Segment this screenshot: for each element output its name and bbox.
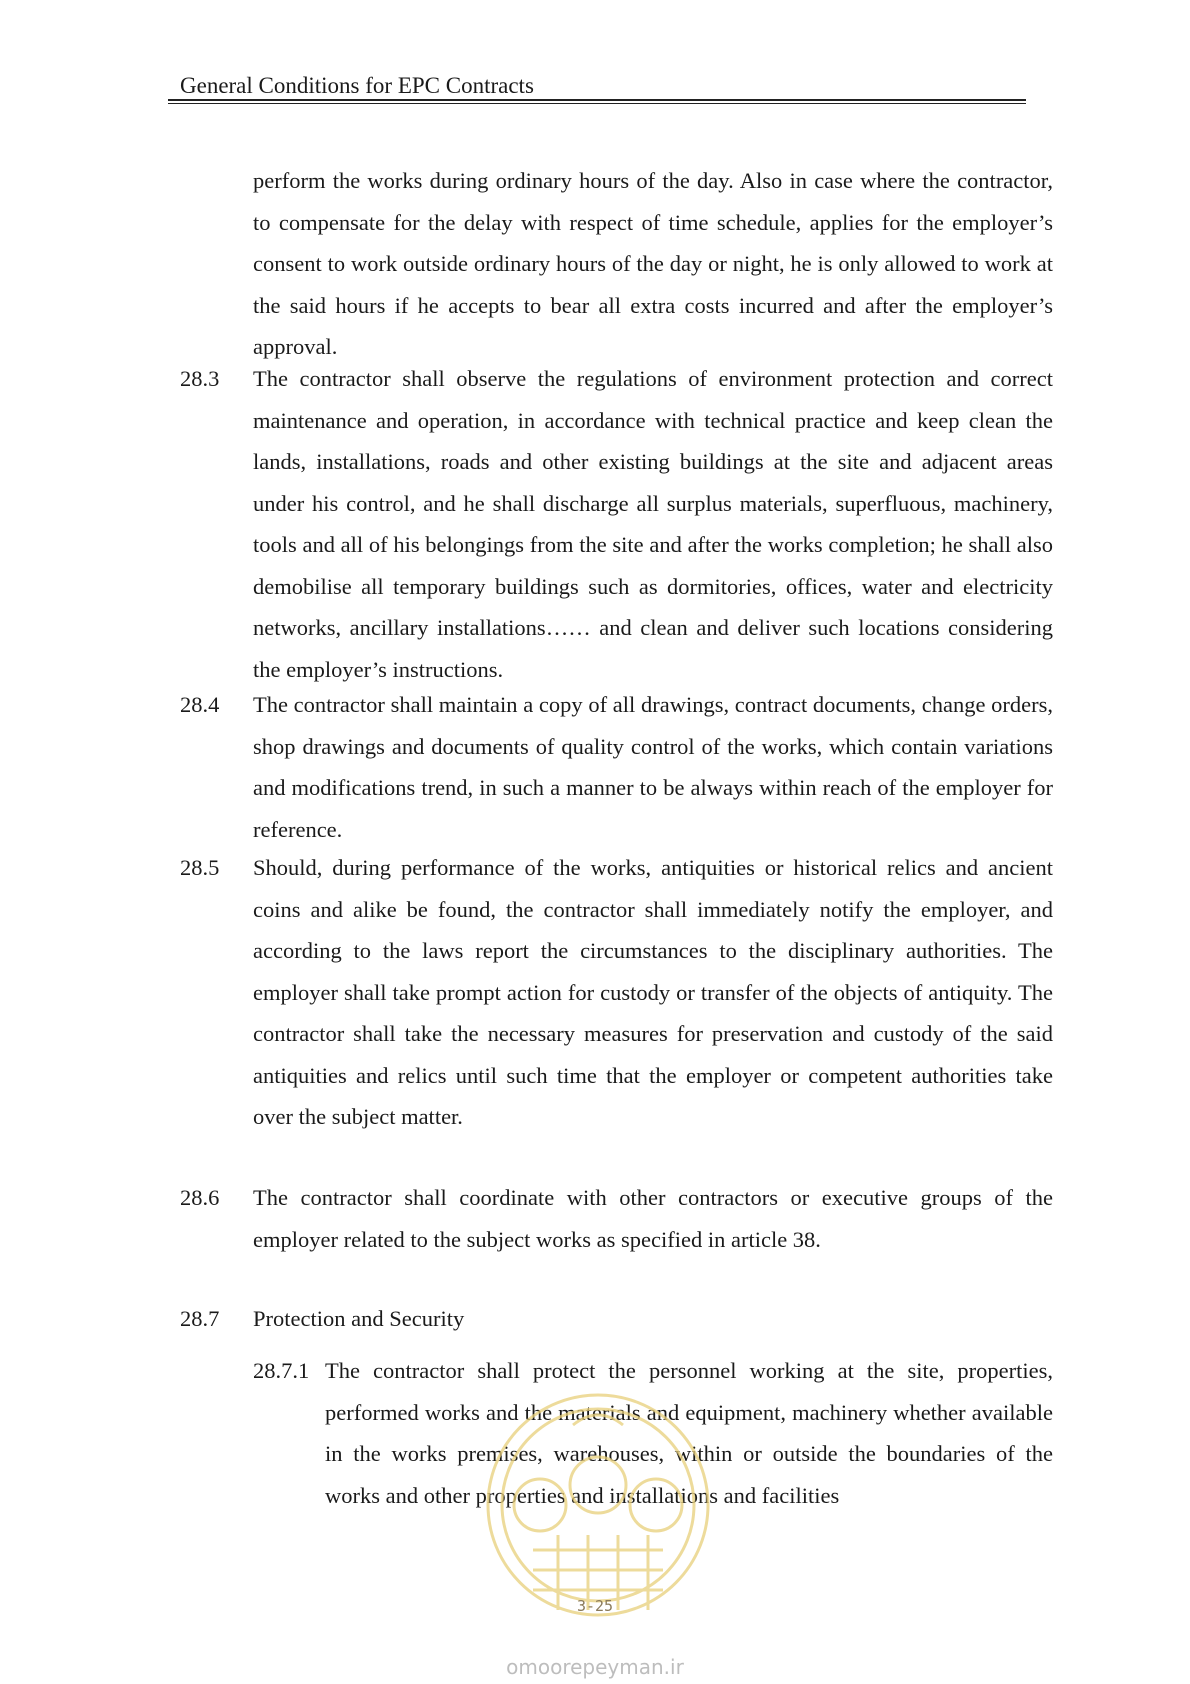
clause-28-3 [180, 358, 1053, 690]
header-rule [168, 99, 1026, 101]
clause-28-5 [180, 847, 1053, 1138]
clause-number: 28.7 [180, 1306, 220, 1331]
header-title: General Conditions for EPC Contracts [180, 73, 534, 98]
subclause-number: 28.7.1 [253, 1358, 310, 1383]
clause-text: Protection and Security [253, 1306, 465, 1331]
clause-number: 28.6 [180, 1185, 220, 1210]
clause-number: 28.3 [180, 366, 220, 391]
header-rule-thin [168, 103, 1026, 104]
clause-28-6 [180, 1177, 1053, 1260]
clause-text: The contractor shall maintain a copy of all drawings, contract documents, change orders, shop drawings and documents of quality control of the works, which contain variations and modifications trend, in such a manner to be always within reach of the employer for reference. [253, 692, 1053, 842]
intro-paragraph: perform the works during ordinary hours of the day. Also in case where the contractor, to compensate for the delay with respect of time schedule, applies for the employer’s consent to work outside ordinary hours of the day or night, he is only allowed to work at the said hours if he accepts to bear all extra costs incurred and after the employer’s approval. [253, 168, 1053, 359]
clause-text: The contractor shall observe the regulations of environment protection and correct maintenance and operation, in accordance with technical practice and keep clean the lands, installations, roads and other existing buildings at the site and adjacent areas under his control, and he shall discharge all surplus materials, superfluous, machinery, tools and all of his belongings from the site and after the works completion; he shall also demobilise all temporary buildings such as dormitories, offices, water and electricity networks, ancillary installations…… and clean and deliver such locations considering the employer’s instructions. [253, 366, 1053, 682]
clause-number: 28.5 [180, 855, 220, 880]
clause-text: Should, during performance of the works, antiquities or historical relics and ancient coins and alike be found, the contractor shall immediately notify the employer, and according to the laws report the circumstances to the disciplinary authorities. The employer shall take prompt action for custody or transfer of the objects of antiquity. The contractor shall take the necessary measures for preservation and custody of the said antiquities and relics until such time that the employer or competent authorities take over the subject matter. [253, 855, 1053, 1129]
clause-number: 28.4 [180, 692, 220, 717]
page-number: 3-25 [576, 1597, 614, 1615]
watermark-site: omoorepeyman.ir [506, 1655, 684, 1679]
clause-28-7 [180, 1298, 1053, 1340]
clause-text: The contractor shall coordinate with other contractors or executive groups of the employer related to the subject works as specified in article 38. [253, 1185, 1053, 1252]
subclause-text: The contractor shall protect the personnel working at the site, properties, performed works and the materials and equipment, machinery whether available in the works premises, warehouses, within or outside the boundaries of the works and other properties and installations and facilities [325, 1358, 1053, 1508]
seal-watermark-icon [478, 1385, 718, 1625]
clause-28-4 [180, 684, 1053, 850]
